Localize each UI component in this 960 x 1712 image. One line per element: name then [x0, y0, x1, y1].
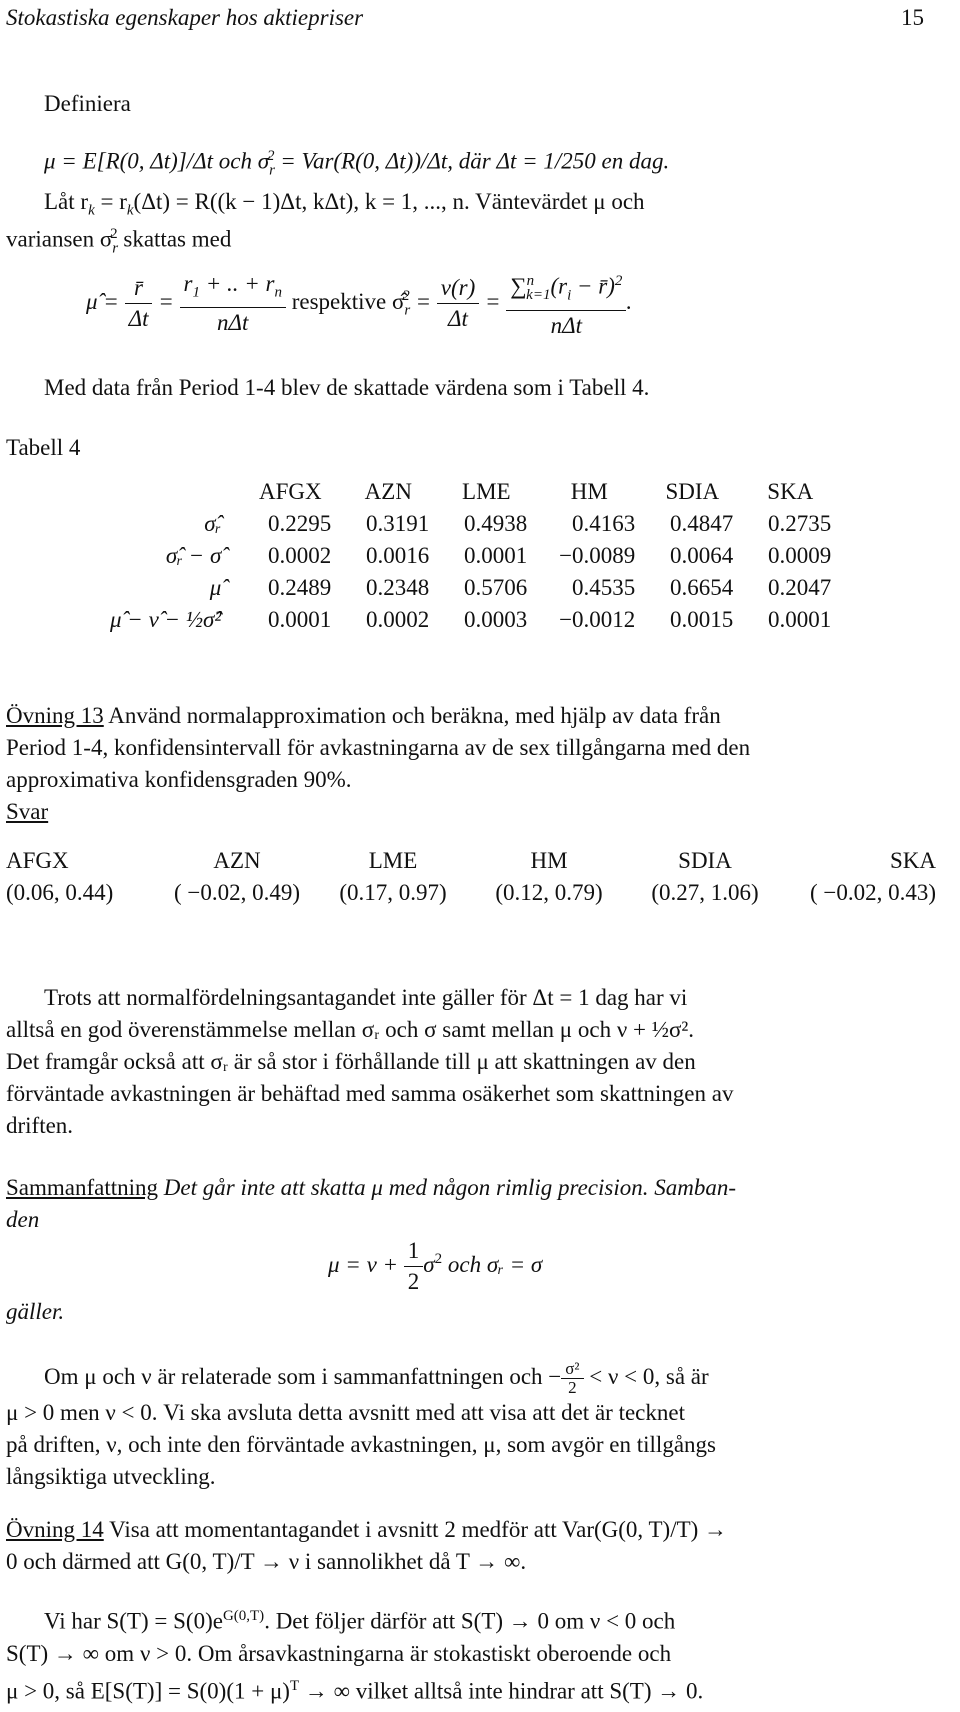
trots-paragraph: Trots att normalfördelningsantagandet inte gäller för Δt = 1 dag har vi alltså en god överenstämmelse mellan σᵣ och σ samt mellan μ och ν + ½σ². Det framgår också att σᵣ är så stor i förhållande till μ att skattningen av den förväntade avkastningen är behäftad med samma osäkerhet som skattningen av driften.: [6, 985, 734, 1138]
table-cell: 0.3191: [366, 511, 430, 536]
svar-interval: (0.17, 0.97): [339, 880, 447, 905]
table-cell: 0.4847: [670, 511, 734, 536]
table-row: [110, 508, 839, 540]
table-cell: 0.4163: [572, 511, 636, 536]
table-cell: −0.0089: [559, 543, 636, 568]
estimator-equation: μ̂ = $\frac{r̄}{\Delta t}$ = $\frac{r_1 + .. + r_n}{\text{nΔt}}$ respektive $\sigmâ_r^2$ = $\frac{v(r)}{\Delta t}$ = $\frac{\sum^n_{k=1}(r_i - r̄)^2}{\text{nΔt}}$ .: [86, 266, 632, 341]
table-cell: 0.5706: [464, 575, 528, 600]
table-row-label: μ̂: [209, 575, 222, 600]
table-cell: 0.0009: [768, 543, 832, 568]
table-row-label: σ̂ᵣ − σ̂: [165, 543, 222, 568]
svar-column-header: LME: [368, 848, 418, 873]
fraction-rbar-dt: $\frac{r̄}{\Delta t}$: [125, 273, 153, 334]
table-cell: 0.2047: [768, 575, 832, 600]
table-header-row: [110, 476, 839, 508]
definition-equation: μ = E[R(0, Δt)]/Δt och $\sigma_r^2 = Var(R(0$, Δt))/Δt, där Δt = 1/250 en dag.: [44, 148, 670, 179]
ovning-14-label: Övning 14: [6, 1517, 104, 1542]
table-cell: 0.0002: [268, 543, 332, 568]
sammanfattning-label: Sammanfattning: [6, 1175, 159, 1200]
table-column-header: SDIA: [665, 479, 720, 504]
table-column-header: LME: [462, 479, 511, 504]
table-column-header: HM: [570, 479, 608, 504]
table-4: [110, 476, 839, 636]
ovning-14-paragraph: Övning 14 Visa att momentantagandet i avsnitt 2 medför att Var(G(0, T)/T) → 0 och därmed att G(0, T)/T → ν i sannolikhet då T → ∞.: [6, 1517, 728, 1574]
ovning-13-paragraph: Övning 13 Använd normalapproximation och beräkna, med hjälp av data från Period 1-4, konfidensintervall för avkastningarna av de sex tillgångarna med den approximativa konfidensgraden 90%. Svar: [6, 700, 936, 828]
fraction-sum-ndt: $\frac{r_1 + .. + r_n}{\text{nΔt}}$: [180, 269, 286, 339]
svar-interval: (0.27, 1.06): [651, 880, 759, 905]
table-cell: 0.0003: [464, 607, 528, 632]
table-cell: 0.0001: [768, 607, 832, 632]
svar-column-header: HM: [530, 848, 568, 873]
table-cell: 0.6654: [670, 575, 734, 600]
table-cell: 0.0001: [464, 543, 528, 568]
svar-column-header: SDIA: [678, 848, 732, 873]
table-cell: 0.4535: [572, 575, 636, 600]
table-row: [110, 540, 839, 572]
svar-interval: ( −0.02, 0.43): [809, 880, 936, 905]
table-cell: 0.0015: [670, 607, 734, 632]
definiera-label: Definiera: [44, 91, 131, 116]
galler-text: gäller.: [6, 1299, 65, 1324]
svar-interval: (0.12, 0.79): [495, 880, 603, 905]
med-data-text: Med data från Period 1-4 blev de skattade värdena som i Tabell 4.: [44, 375, 650, 400]
table-cell: −0.0012: [559, 607, 636, 632]
fraction-vr-dt: $\frac{v(r)}{\Delta t}$: [437, 273, 479, 334]
svar-column-header: AFGX: [6, 848, 69, 873]
table-column-header: AFGX: [258, 479, 322, 504]
table-cell: 0.0002: [366, 607, 430, 632]
table-cell: 0.2735: [768, 511, 832, 536]
table-column-header: AZN: [364, 479, 412, 504]
sammanfattning-equation: μ = ν + $\frac{1}{2}$ $\sigma^2$ och σᵣ = σ: [328, 1238, 543, 1294]
svar-label: Svar: [6, 799, 49, 824]
svar-column-header: SKA: [889, 848, 936, 873]
table-cell: 0.4938: [464, 511, 528, 536]
table-cell: 0.0064: [670, 543, 734, 568]
sammanfattning-paragraph: Sammanfattning Det går inte att skatta μ med någon rimlig precision. Samban- den: [6, 1175, 737, 1232]
table-row-label: μ̂ − ν̂ − ½σ̂²: [110, 607, 222, 632]
svar-column-header: AZN: [213, 848, 261, 873]
table-cell: 0.2489: [268, 575, 332, 600]
lat-line-2: variansen $\sigma_r^2$ skattas med: [6, 226, 232, 257]
table-caption: Tabell 4: [6, 435, 81, 460]
om-mu-paragraph: Om μ och ν är relaterade som i sammanfattningen och − $\frac{\text{σ²}}{2}$ < ν < 0, så är μ > 0 men ν < 0. Vi ska avsluta detta avsnitt med att visa att det är tecknet på driften, ν, och inte den förväntade avkastningen, μ, som avgör en tillgångs långsiktiga utveckling.: [6, 1359, 716, 1489]
table-cell: 0.0016: [366, 543, 430, 568]
svar-interval: (0.06, 0.44): [6, 880, 114, 905]
fraction-variance-sum: $\frac{\sum^n_{k=1}(r_i - r̄)^2}{\text{nΔt}}$: [506, 266, 626, 341]
svar-intervals: [6, 880, 936, 906]
table-cell: 0.2348: [366, 575, 430, 600]
table-column-header: SKA: [767, 479, 814, 504]
table-cell: 0.2295: [268, 511, 332, 536]
table-cell: 0.0001: [268, 607, 332, 632]
lat-line-1: Låt $r_k = r_k(\Delta t) = R((k - 1)\Delta t$, kΔt), k = 1, ..., n. Väntevärdet μ och: [44, 189, 645, 219]
table-row: [110, 572, 839, 604]
table-row-label: σ̂ᵣ: [204, 511, 222, 536]
svar-columns: [6, 848, 936, 874]
vi-har-paragraph: Vi har $S(T) = S(0)e^{G(0,T)}$. Det följer därför att S(T) → 0 om ν < 0 och S(T) → ∞ om ν > 0. Om årsavkastningarna är stokastiskt oberoende och μ > 0, så $E[S(T)] = S(0)(1 + \mu)^T$ → ∞ vilket alltså inte hindrar att S(T) → 0.: [6, 1608, 704, 1704]
table-corner-cell: [110, 476, 241, 508]
table-row: [110, 604, 839, 636]
svar-interval: ( −0.02, 0.49): [173, 880, 301, 905]
page-number: 15: [901, 5, 924, 30]
running-title: Stokastiska egenskaper hos aktiepriser: [6, 5, 364, 30]
ovning-13-label: Övning 13: [6, 703, 104, 728]
